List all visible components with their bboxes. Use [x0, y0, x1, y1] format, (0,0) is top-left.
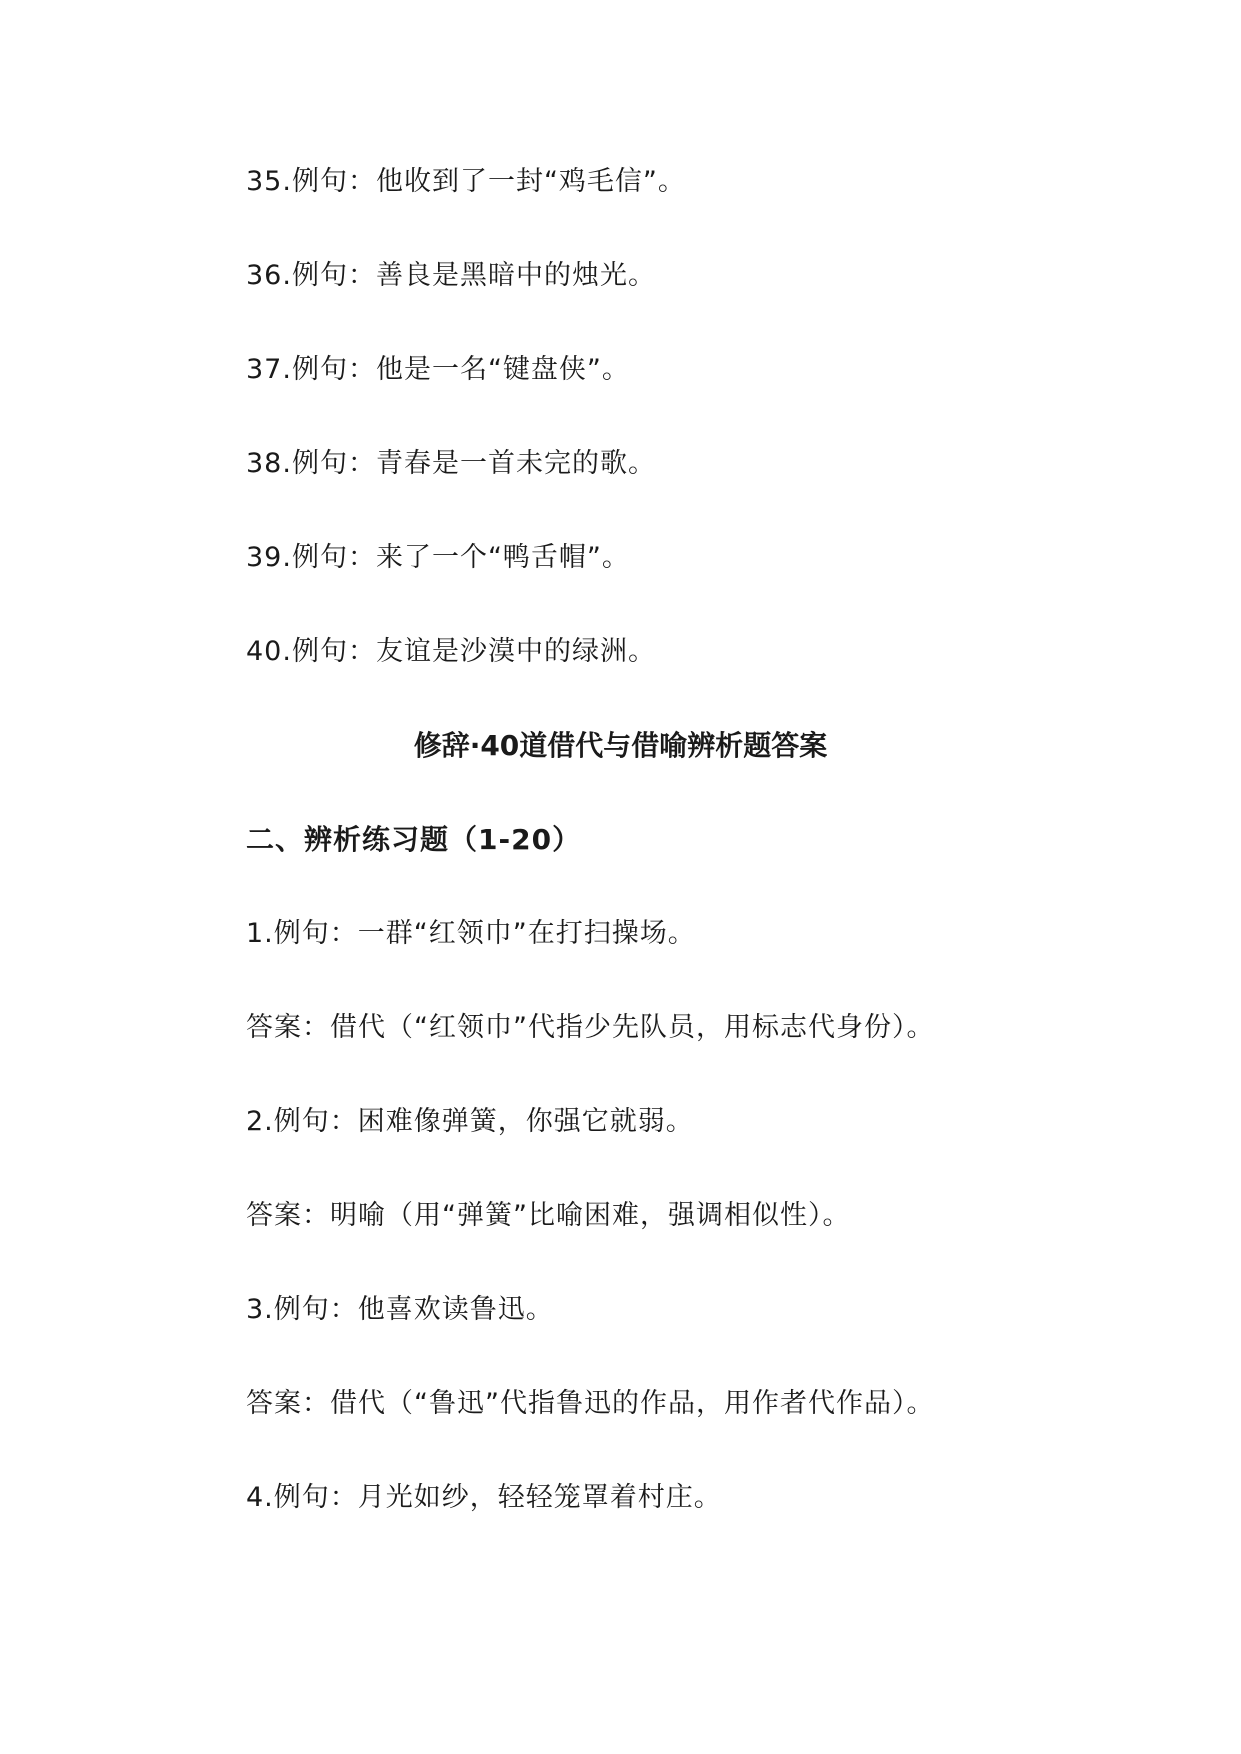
example-4: 4.例句：月光如纱，轻轻笼罩着村庄。: [246, 1482, 722, 1513]
question-39: 39.例句：来了一个“鸭舌帽”。: [246, 542, 630, 573]
section-title: 二、辨析练习题（1-20）: [246, 823, 582, 856]
question-38: 38.例句：青春是一首未完的歌。: [246, 448, 656, 479]
answer-1: 答案：借代（“红领巾”代指少先队员，用标志代身份）。: [246, 1012, 935, 1043]
example-3: 3.例句：他喜欢读鲁迅。: [246, 1294, 554, 1325]
question-37: 37.例句：他是一名“键盘侠”。: [246, 354, 630, 385]
example-2: 2.例句：困难像弹簧，你强它就弱。: [246, 1106, 694, 1137]
question-35: 35.例句：他收到了一封“鸡毛信”。: [246, 166, 686, 197]
question-40: 40.例句：友谊是沙漠中的绿洲。: [246, 636, 656, 667]
example-1: 1.例句：一群“红领巾”在打扫操场。: [246, 918, 696, 949]
answer-2: 答案：明喻（用“弹簧”比喻困难，强调相似性）。: [246, 1200, 851, 1231]
answer-3: 答案：借代（“鲁迅”代指鲁迅的作品，用作者代作品）。: [246, 1388, 935, 1419]
question-36: 36.例句：善良是黑暗中的烛光。: [246, 260, 656, 291]
answers-title: 修辞·40道借代与借喻辨析题答案: [413, 729, 828, 762]
